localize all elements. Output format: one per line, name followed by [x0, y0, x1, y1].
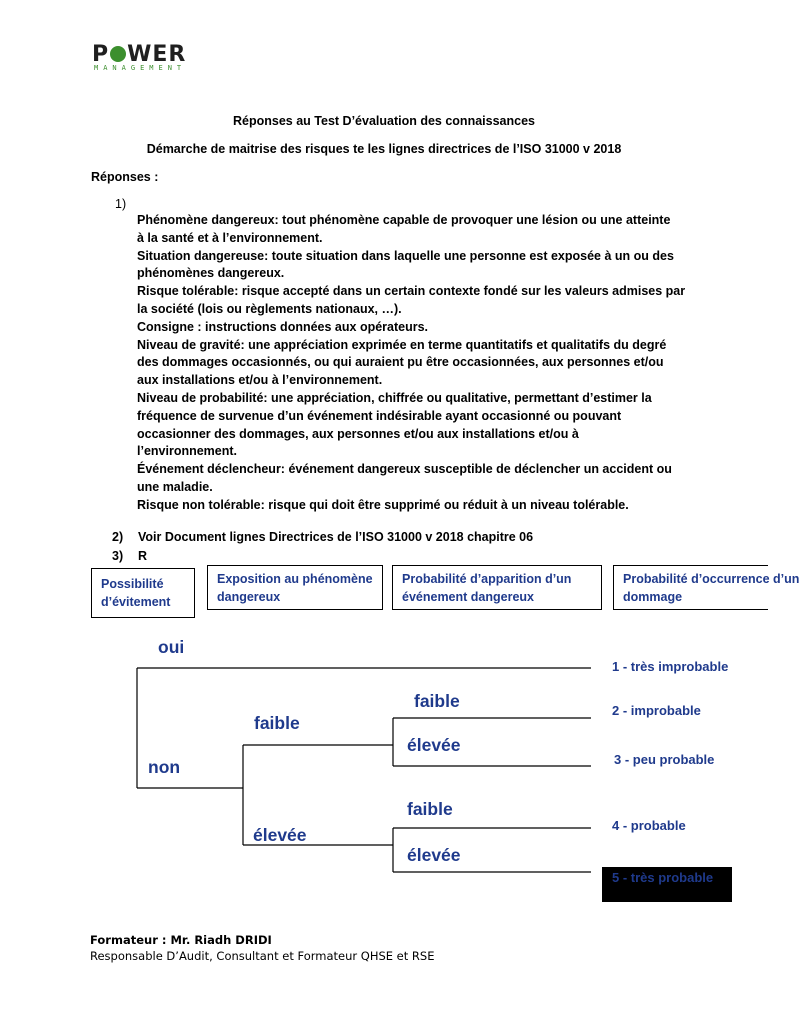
probability-2: 2 - improbable [612, 703, 701, 718]
definition-line: Situation dangereuse: toute situation dans laquelle une personne est exposée à un ou des [137, 248, 674, 263]
definition-line: aux installations et/ou à l’environnement. [137, 373, 383, 388]
tree-label-faible-1: faible [254, 713, 300, 733]
tree-label-elevee-2a: élevée [407, 735, 461, 755]
probability-3: 3 - peu probable [614, 752, 715, 767]
item-1-number: 1) [115, 197, 127, 211]
tree-label-faible-2a: faible [414, 691, 460, 711]
item-3-text: R [138, 549, 148, 563]
definition-line: Risque non tolérable: risque qui doit être supprimé ou réduit à un niveau tolérable. [137, 497, 629, 512]
tree-label-faible-2b: faible [407, 799, 453, 819]
tree-label-elevee-2b: élevée [407, 845, 461, 865]
definition-line: occasionner des dommages, aux personnes et/ou aux installations et/ou à [137, 426, 579, 441]
logo-tagline: MANAGEMENT [94, 64, 187, 72]
document-subtitle: Démarche de maitrise des risques te les lignes directrices de l’ISO 31000 v 2018 [146, 142, 622, 156]
definition-line: Risque tolérable: risque accepté dans un certain contexte fondé sur les valeurs admises par [137, 284, 686, 299]
item-2-text: Voir Document lignes Directrices de l’ISO 31000 v 2018 chapitre 06 [138, 530, 534, 544]
definition-line: l’environnement. [137, 444, 238, 459]
footer-role: Responsable D’Audit, Consultant et Formateur QHSE et RSE [90, 949, 435, 963]
header-box-exposition: Exposition au phénomène dangereux [207, 565, 383, 610]
reponses-heading: Réponses : [91, 170, 159, 184]
item-2-number: 2) [112, 530, 124, 544]
tree-label-elevee-1: élevée [253, 825, 307, 845]
logo-word-start: P [92, 42, 110, 67]
probability-5: 5 - très probable [612, 870, 714, 885]
definition-line: Niveau de gravité: une appréciation exprimée en terme quantitatifs et qualitatifs du degré [137, 337, 667, 352]
definition-line: Consigne : instructions données aux opérateurs. [137, 319, 429, 334]
definition-line: une maladie. [137, 479, 213, 494]
tree-label-oui: oui [158, 637, 185, 657]
header-box-apparition: Probabilité d’apparition d’un événement dangereux [392, 565, 602, 610]
definition-line: à la santé et à l’environnement. [137, 230, 323, 245]
tree-label-non: non [148, 757, 181, 777]
probability-1: 1 - très improbable [612, 659, 729, 674]
definition-line: des dommages occasionnés, ou qui auraient pu être occasionnées, aux personnes et/ou [137, 355, 664, 370]
document-title: Réponses au Test D’évaluation des connaissances [233, 114, 535, 128]
probability-4: 4 - probable [612, 818, 686, 833]
definition-line: fréquence de survenue d’un événement indésirable ayant occasionné ou pouvant [137, 408, 622, 423]
definition-line: Niveau de probabilité: une appréciation, chiffrée ou qualitative, permettant d’estimer la [137, 390, 652, 405]
definition-line: la société (lois ou règlements nationaux, …). [137, 301, 402, 316]
footer-trainer: Formateur : Mr. Riadh DRIDI [90, 933, 272, 947]
header-box-evitement: Possibilité d’évitement [91, 568, 195, 618]
definition-line: phénomènes dangereux. [137, 266, 285, 281]
item-3-number: 3) [112, 549, 124, 563]
logo-word-end: WER [127, 42, 187, 67]
header-box-occurrence: Probabilité d’occurrence d’un dommage [613, 565, 768, 610]
definition-line: Événement déclencheur: événement dangereux susceptible de déclencher un accident ou [137, 462, 672, 477]
definition-line: Phénomène dangereux: tout phénomène capable de provoquer une lésion ou une atteinte [137, 213, 671, 227]
